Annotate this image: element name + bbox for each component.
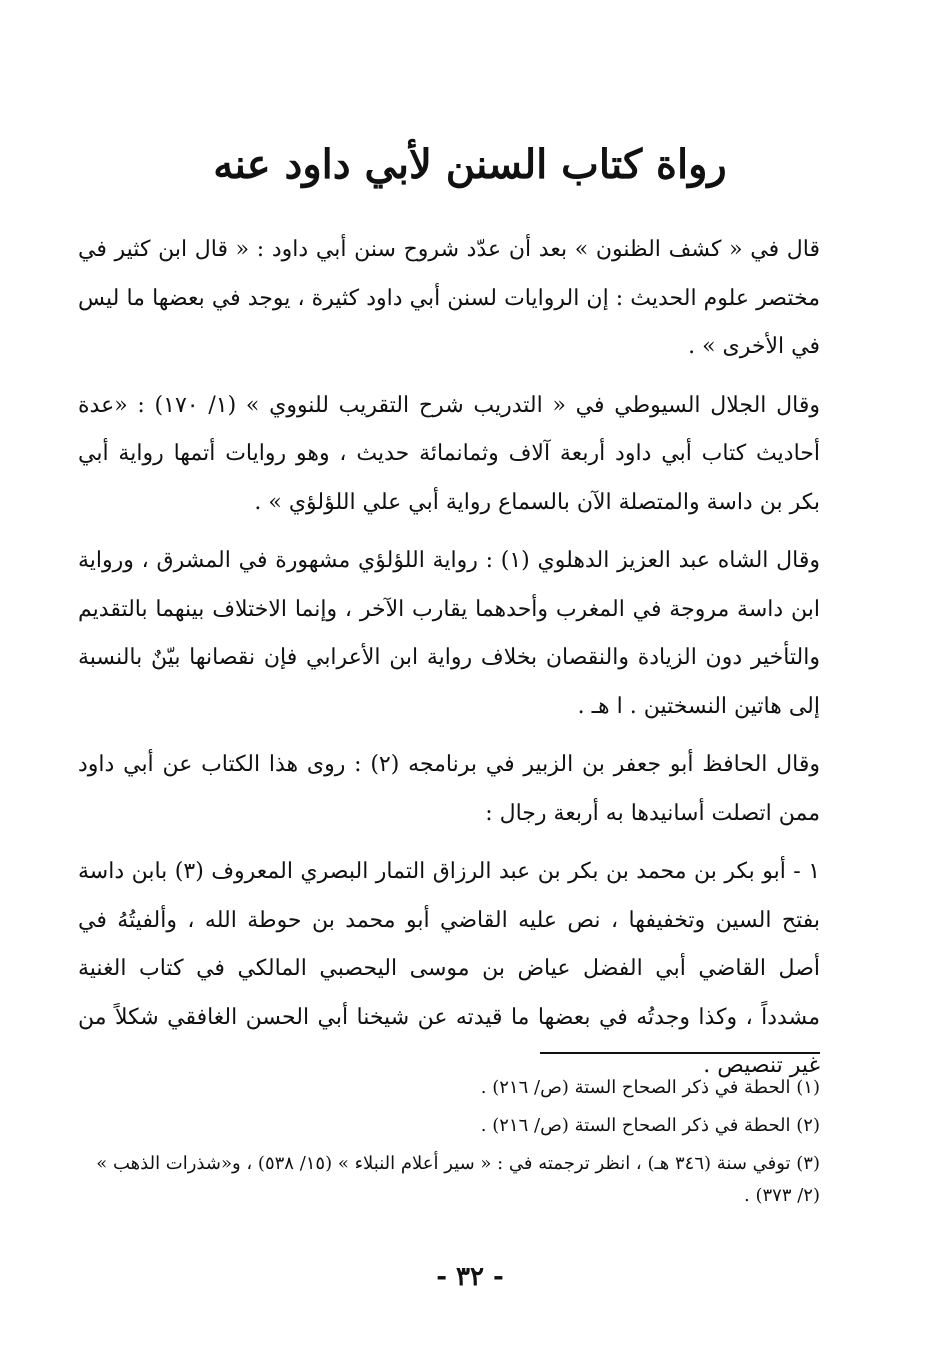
footnote-2: (٢) الحطة في ذكر الصحاح الستة (ص/ ٢١٦) . <box>480 1115 820 1136</box>
footnote-3: (٣) توفي سنة (٣٤٦ هـ) ، انظر ترجمته في : « سير أعلام النبلاء » (١٥/ ٥٣٨) ، و«شذرات الذهب » (٢/ ٣٧٣) . <box>96 1153 820 1206</box>
chapter-title: رواة كتاب السنن لأبي داود عنه <box>213 140 727 188</box>
body-text <box>78 226 820 1101</box>
footnote-separator <box>540 1052 820 1054</box>
paragraph-dehlawi: وقال الشاه عبد العزيز الدهلوي (١) : رواية اللؤلؤي مشهورة في المشرق ، ورواية ابن داسة مروجة في المغرب وأحدهما يقارب الآخر ، وإنما الاختلاف بينهما بالتقديم والتأخير دون الزيادة والنقصان بخلاف رواية ابن الأعرابي فإن نقصانها بيّنٌ بالنسبة إلى هاتين النسختين . ا هـ . <box>78 548 820 719</box>
paragraph-narrator-1: ١ - أبو بكر بن محمد بن بكر بن عبد الرزاق التمار البصري المعروف (٣) بابن داسة بفتح السين وتخفيفها ، نص عليه القاضي أبو محمد بن حوطة الله ، وألفيتُهُ في أصل القاضي أبي الفضل عياض بن موسى اليحصبي المالكي في كتاب الغنية مشدداً ، وكذا وجدتُه في بعضها ما قيدته عن شيخنا أبي الحسن الغافقي شكلاً من غير تنصيص . <box>78 859 821 1078</box>
paragraph-ibn-zubair: وقال الحافظ أبو جعفر بن الزبير في برنامجه (٢) : روى هذا الكتاب عن أبي داود ممن اتصلت أسانيدها به أربعة رجال : <box>78 752 820 826</box>
footnotes <box>80 1072 820 1218</box>
page-number: - ٣٢ - <box>436 1262 504 1292</box>
paragraph-suyuti: وقال الجلال السيوطي في « التدريب شرح التقريب للنووي » (١/ ١٧٠) : «عدة أحاديث كتاب أبي داود أربعة آلاف وثمانمائة حديث ، وهو روايات أتمها رواية أبي بكر بن داسة والمتصلة الآن بالسماع رواية أبي علي اللؤلؤي » . <box>78 392 820 515</box>
footnote-1: (١) الحطة في ذكر الصحاح الستة (ص/ ٢١٦) . <box>480 1077 820 1098</box>
paragraph-kashf-al-zunun: قال في « كشف الظنون » بعد أن عدّد شروح سنن أبي داود : « قال ابن كثير في مختصر علوم الحديث : إن الروايات لسنن أبي داود كثيرة ، يوجد في بعضها ما ليس في الأخرى » . <box>78 237 820 359</box>
